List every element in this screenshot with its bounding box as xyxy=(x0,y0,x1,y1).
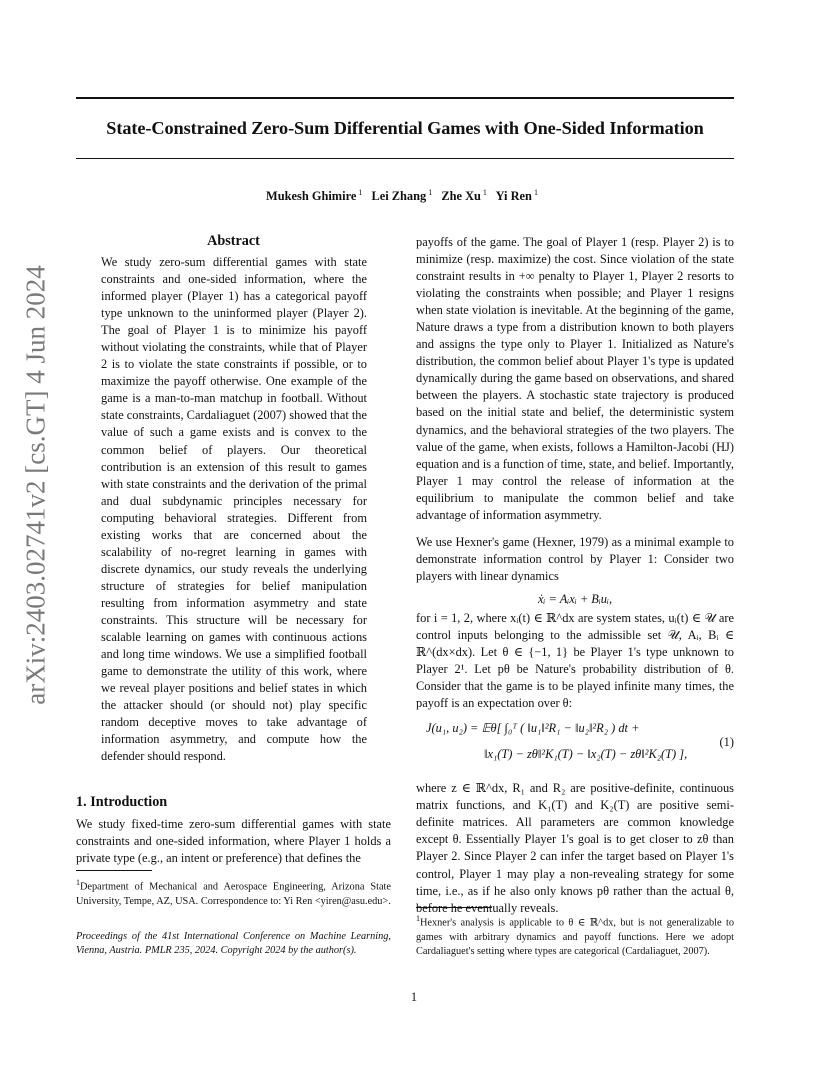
body-paragraph: payoffs of the game. The goal of Player 1 (resp. Player 2) is to minimize (resp. maximize) the cost. Since violation of the state constraint results in +∞ penalty to Player 1, Player 2 resorts to violating the constraints when possible; and Player 1 resigns when state violation is inevitable. At the beginning of the game, Nature draws a type from a distribution known to both players and assigns the type only to Player 1. Initialized as Nature's distribution, the common belief about Player 1's type is updated dynamically during the game based on observations, and shared between the players. A stochastic state trajectory is produced based on the initial state and belief, the deterministic system dynamics, and the behavioral strategies of the two players. The value of the game, when exists, follows a Hamilton-Jacobi (HJ) equation and is a function of time, state, and belief. Importantly, Player 1 may control the release of information at the equilibrium to manipulate the common belief and take advantage of information asymmetry. xyxy=(416,235,734,522)
author-list xyxy=(76,188,734,204)
payoff-equation-line-1: J(u₁, u₂) = 𝔼θ[ ∫₀ᵀ ( ‖u₁‖²R₁ − ‖u₂‖²R₂ ) dt + xyxy=(426,721,640,736)
introduction-heading: 1. Introduction xyxy=(76,794,168,810)
page-number: 1 xyxy=(410,990,418,1004)
paper-title: State-Constrained Zero-Sum Differential Games with One-Sided Information xyxy=(106,118,704,138)
author-affiliation-mark: 1 xyxy=(482,188,487,197)
arxiv-identifier: arXiv:2403.02741v2 [cs.GT] 4 Jun 2024 xyxy=(20,265,51,705)
abstract-heading: Abstract xyxy=(207,233,260,249)
body-paragraph: We use Hexner's game (Hexner, 1979) as a minimal example to demonstrate information control by Player 1: Consider two players with linear dynamics xyxy=(416,534,734,583)
footnote-rule xyxy=(76,870,152,871)
footnote-rule xyxy=(416,907,492,908)
affiliation-footnote xyxy=(76,876,391,909)
payoff-equation xyxy=(416,716,734,776)
proceedings-text: Proceedings of the 41st International Conference on Machine Learning, Vienna, Austria. PMLR 235, 2024. Copyright 2024 by the author(s). xyxy=(76,931,391,957)
body-paragraph: for i = 1, 2, where xᵢ(t) ∈ ℝ^dx are system states, uᵢ(t) ∈ 𝒰 are control inputs belonging to the admissible set 𝒰, Aᵢ, Bᵢ ∈ ℝ^(dx×dx). Let θ ∈ {−1, 1} be Player 1's type unknown to Player 2¹. Let pθ be Nature's probability distribution of θ. Consider that the game is to be played infinite many times, the payoff is an expectation over θ: xyxy=(416,610,734,711)
dynamics-equation: ẋᵢ = Aᵢxᵢ + Bᵢuᵢ, xyxy=(537,591,613,606)
proceedings-footnote xyxy=(76,930,391,959)
author-name: Yi Ren xyxy=(495,189,532,204)
body-paragraph: where z ∈ ℝ^dx, R₁ and R₂ are positive-definite, continuous matrix functions, and K₁(T) and K₂(T) are positive semi-definite matrices. All parameters are common knowledge except θ. Essentially Player 1's goal is to get closer to zθ than Player 2. Since Player 2 can infer the target based on Player 1's control, Player 1 may play a non-revealing strategy for some time, i.e., as if he also only knows pθ rather than the actual θ, before he eventually reveals. xyxy=(416,781,734,915)
equation-number: (1) xyxy=(719,735,734,750)
author-affiliation-mark: 1 xyxy=(358,188,363,197)
title-rule-bottom xyxy=(76,158,734,159)
hexner-footnote-text: Hexner's analysis is applicable to θ ∈ ℝ^dx, but is not generalizable to games with arbitrary dynamics and payoff functions. Here we adopt Cardaliaguet's setting where types are categorical (Cardaliaguet, 2007). xyxy=(416,917,734,958)
footnote-mark: 1 xyxy=(416,914,420,923)
left-column xyxy=(76,232,391,765)
footnote-mark: 1 xyxy=(76,878,80,887)
abstract-text: We study zero-sum differential games with state constraints and one-sided information, where the informed player (Player 1) has a categorical payoff type unknown to the uninformed player (Player 2). The goal of Player 1 is to minimize his payoff without violating the constraints, while that of Player 2 is to violate the state constraints if possible, or to maximize the payoff otherwise. One example of the game is a man-to-man matchup in football. Without state constraints, Cardaliaguet (2007) showed that the value of such a game exists and is convex to the common belief of players. Our theoretical contribution is an extension of this result to games with state constraints and the derivation of the primal and dual subdynamic principles necessary for computing behavioral strategies. Different from existing works that are concerned about the scalability of no-regret learning in games with discrete dynamics, our study reveals the underlying structure of strategies for belief manipulation resulting from information asymmetry and state constraints. This structure will be necessary for scalable learning on games with continuous actions and long time windows. We use a simplified football game to demonstrate the utility of this work, where we reveal player positions and belief states in which the attacker should (or should not) play specific random deceptive moves to take advantage of information asymmetry, and compute how the defender should respond. xyxy=(101,255,367,764)
arxiv-identifier-sidebar xyxy=(16,265,56,705)
author-name: Lei Zhang xyxy=(371,189,427,204)
right-column xyxy=(416,234,734,917)
title-rule-top xyxy=(76,97,734,99)
hexner-footnote xyxy=(416,912,734,960)
introduction-text: We study fixed-time zero-sum differential games with state constraints and one-sided information, where Player 1 holds a private type (e.g., an intent or preference) that defines the xyxy=(76,817,391,866)
author-name: Zhe Xu xyxy=(441,189,481,204)
author-affiliation-mark: 1 xyxy=(428,188,433,197)
author-affiliation-mark: 1 xyxy=(533,188,538,197)
author-name: Mukesh Ghimire xyxy=(266,189,357,204)
payoff-equation-line-2: ‖x₁(T) − zθ‖²K₁(T) − ‖x₂(T) − zθ‖²K₂(T) ], xyxy=(484,747,688,762)
affiliation-text: Department of Mechanical and Aerospace Engineering, Arizona State University, Tempe, AZ, USA. Correspondence to: Yi Ren <yiren@asu.edu>. xyxy=(76,881,391,907)
